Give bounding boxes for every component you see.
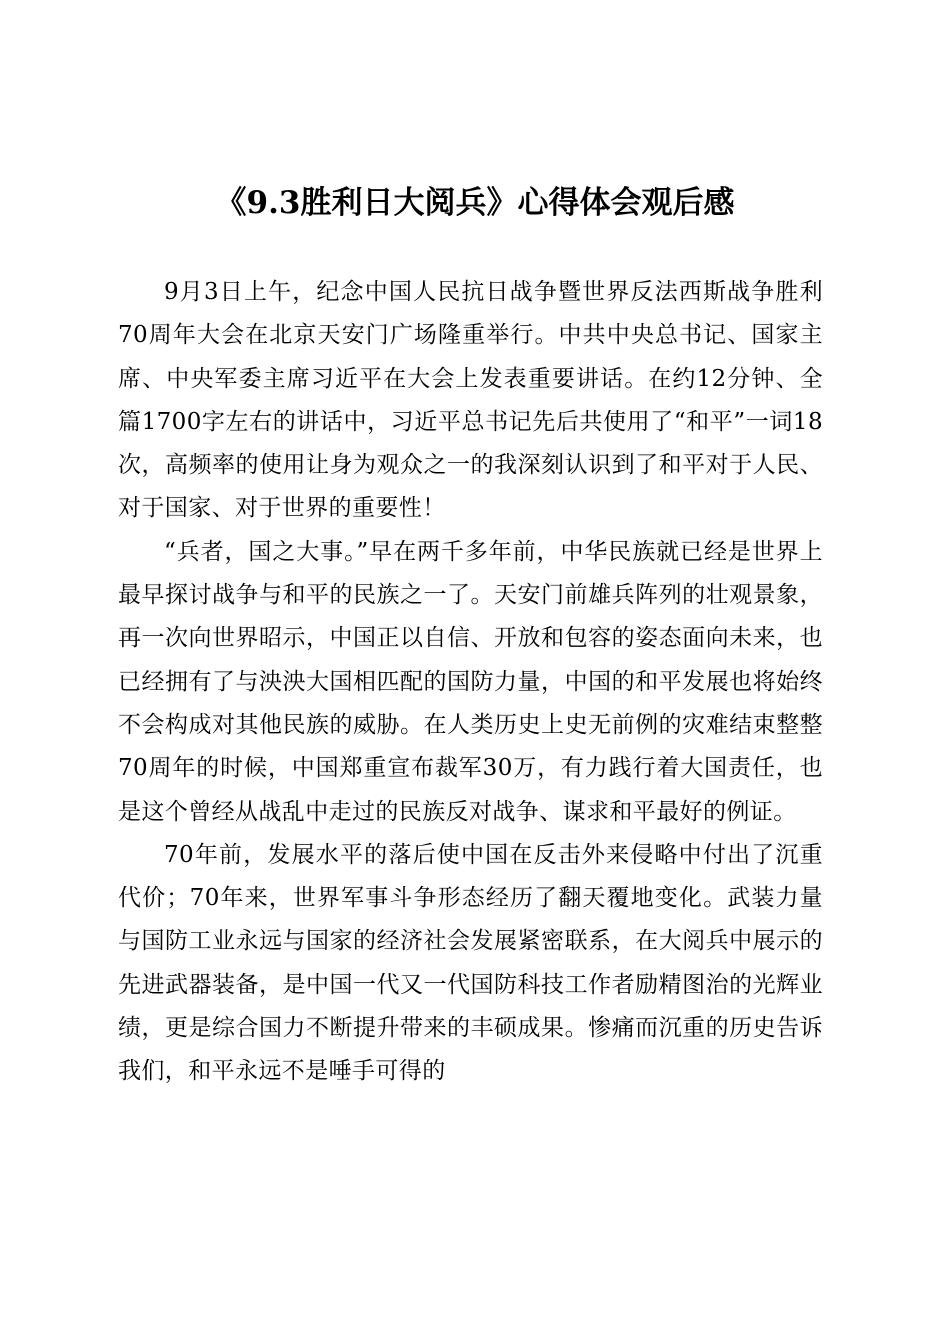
paragraph-2: “兵者，国之大事。”早在两千多年前，中华民族就已经是世界上最早探讨战争与和平的民族之一了。天安门前雄兵阵列的壮观景象，再一次向世界昭示，中国正以自信、开放和包容的姿态面向未来，也已经拥有了与泱泱大国相匹配的国防力量，中国的和平发展也将始终不会构成对其他民族的威胁。在人类历史上史无前例的灾难结束整整70周年的时候，中国郑重宣布裁军30万，有力践行着大国责任，也是这个曾经从战乱中走过的民族反对战争、谋求和平最好的例证。 <box>118 538 823 825</box>
paragraph-3: 70年前，发展水平的落后使中国在反击外来侵略中付出了沉重代价；70年来，世界军事斗争形态经历了翻天覆地变化。武装力量与国防工业永远与国家的经济社会发展紧密联系，在大阅兵中展示的先进武器装备，是中国一代又一代国防科技工作者励精图治的光辉业绩，更是综合国力不断提升带来的丰硕成果。惨痛而沉重的历史告诉我们，和平永远不是唾手可得的 <box>118 841 823 1085</box>
document-title: 《9.3胜利日大阅兵》心得体会观后感 <box>215 185 735 221</box>
paragraph-1: 9月3日上午，纪念中国人民抗日战争暨世界反法西斯战争胜利70周年大会在北京天安门广场隆重举行。中共中央总书记、国家主席、中央军委主席习近平在大会上发表重要讲话。在约12分钟、全篇1700字左右的讲话中，习近平总书记先后共使用了“和平”一词18次，高频率的使用让身为观众之一的我深刻认识到了和平对于人民、对于国家、对于世界的重要性！ <box>118 279 823 522</box>
document-body <box>118 271 823 1094</box>
